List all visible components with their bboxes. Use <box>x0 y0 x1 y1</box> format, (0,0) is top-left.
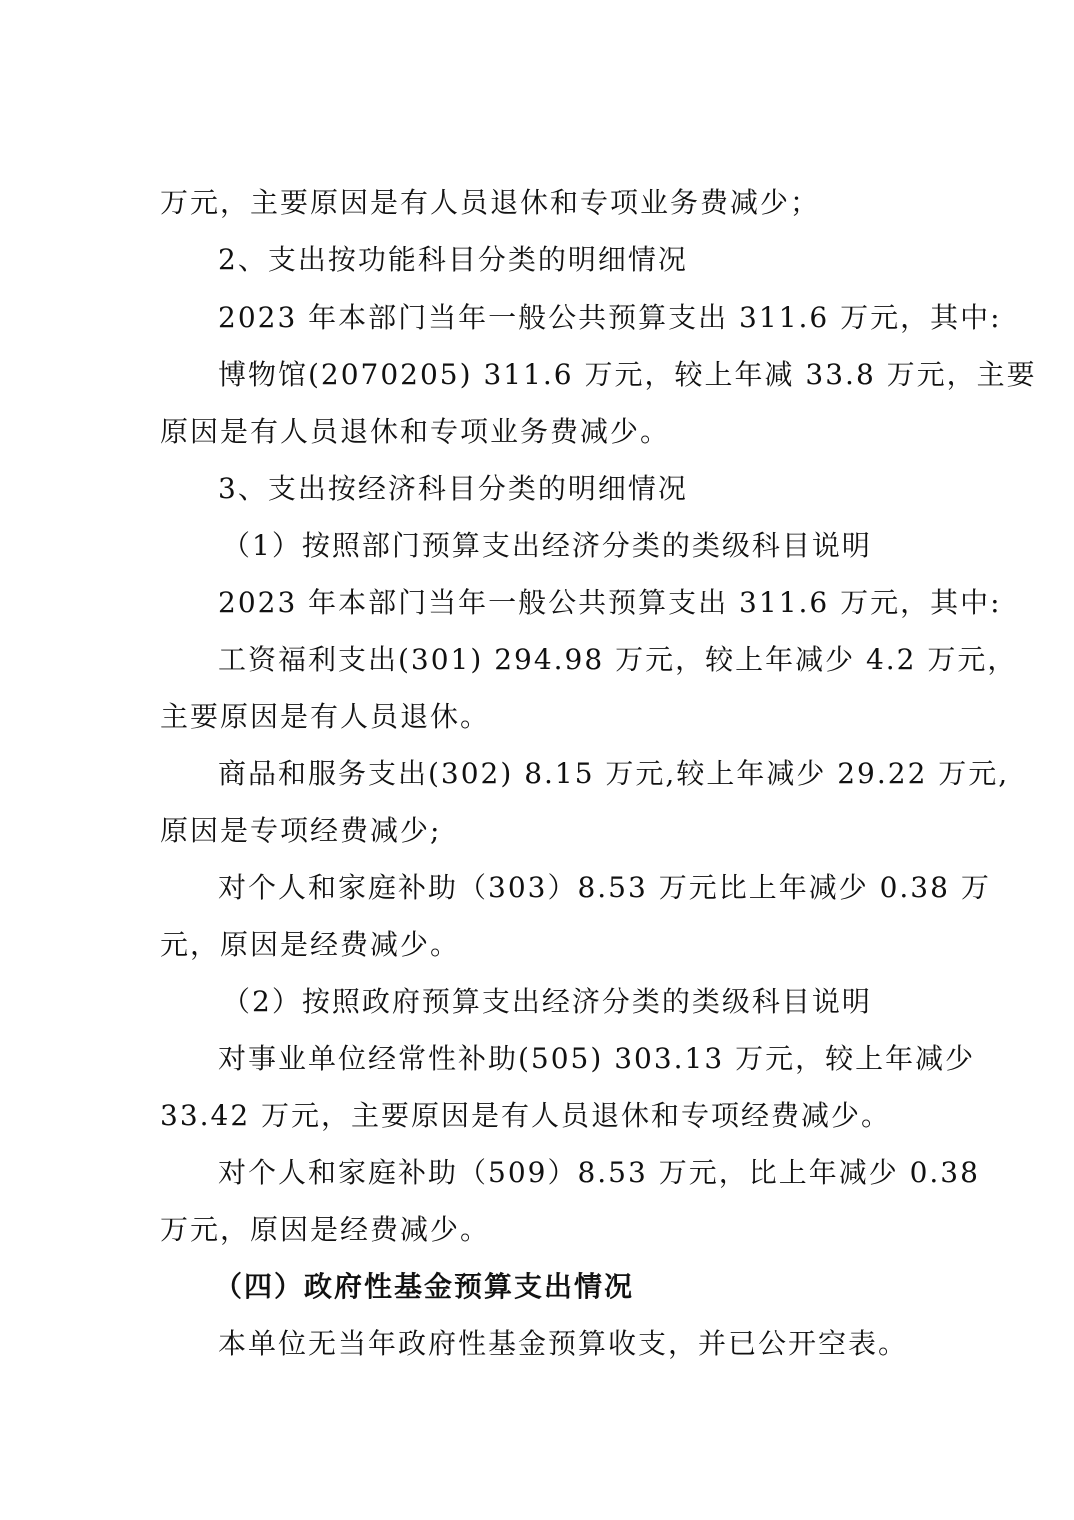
paragraph-line: 原因是专项经费减少; <box>160 814 442 847</box>
paragraph-line: 2023 年本部门当年一般公共预算支出 311.6 万元，其中: <box>218 301 1002 334</box>
subsection-heading: （2）按照政府预算支出经济分类的类级科目说明 <box>222 985 872 1018</box>
subsection-heading: （1）按照部门预算支出经济分类的类级科目说明 <box>222 529 872 562</box>
subsection-heading: 3、支出按经济科目分类的明细情况 <box>218 472 688 505</box>
paragraph-line: 元，原因是经费减少。 <box>160 928 461 961</box>
paragraph-line: 工资福利支出(301) 294.98 万元，较上年减少 4.2 万元， <box>218 643 1018 676</box>
paragraph-line: 商品和服务支出(302) 8.15 万元,较上年减少 29.22 万元, <box>218 757 1010 790</box>
paragraph-line: 对事业单位经常性补助(505) 303.13 万元，较上年减少 <box>218 1042 976 1075</box>
paragraph-line: 原因是有人员退休和专项业务费减少。 <box>160 415 671 448</box>
paragraph-line: 2023 年本部门当年一般公共预算支出 311.6 万元，其中: <box>218 586 1002 619</box>
paragraph-line: 主要原因是有人员退休。 <box>160 700 491 733</box>
subsection-heading: 2、支出按功能科目分类的明细情况 <box>218 243 688 276</box>
paragraph-line: 对个人和家庭补助（303）8.53 万元比上年减少 0.38 万 <box>218 871 991 904</box>
paragraph-line: 博物馆(2070205) 311.6 万元，较上年减 33.8 万元，主要 <box>218 358 1037 391</box>
paragraph-line: 万元，主要原因是有人员退休和专项业务费减少； <box>160 186 821 219</box>
paragraph-line: 对个人和家庭补助（509）8.53 万元，比上年减少 0.38 <box>218 1156 980 1189</box>
paragraph-line: 33.42 万元，主要原因是有人员退休和专项经费减少。 <box>160 1099 892 1132</box>
paragraph-line: 万元，原因是经费减少。 <box>160 1213 491 1246</box>
section-heading: （四）政府性基金预算支出情况 <box>214 1270 635 1303</box>
paragraph-line: 本单位无当年政府性基金预算收支，并已公开空表。 <box>218 1327 909 1360</box>
